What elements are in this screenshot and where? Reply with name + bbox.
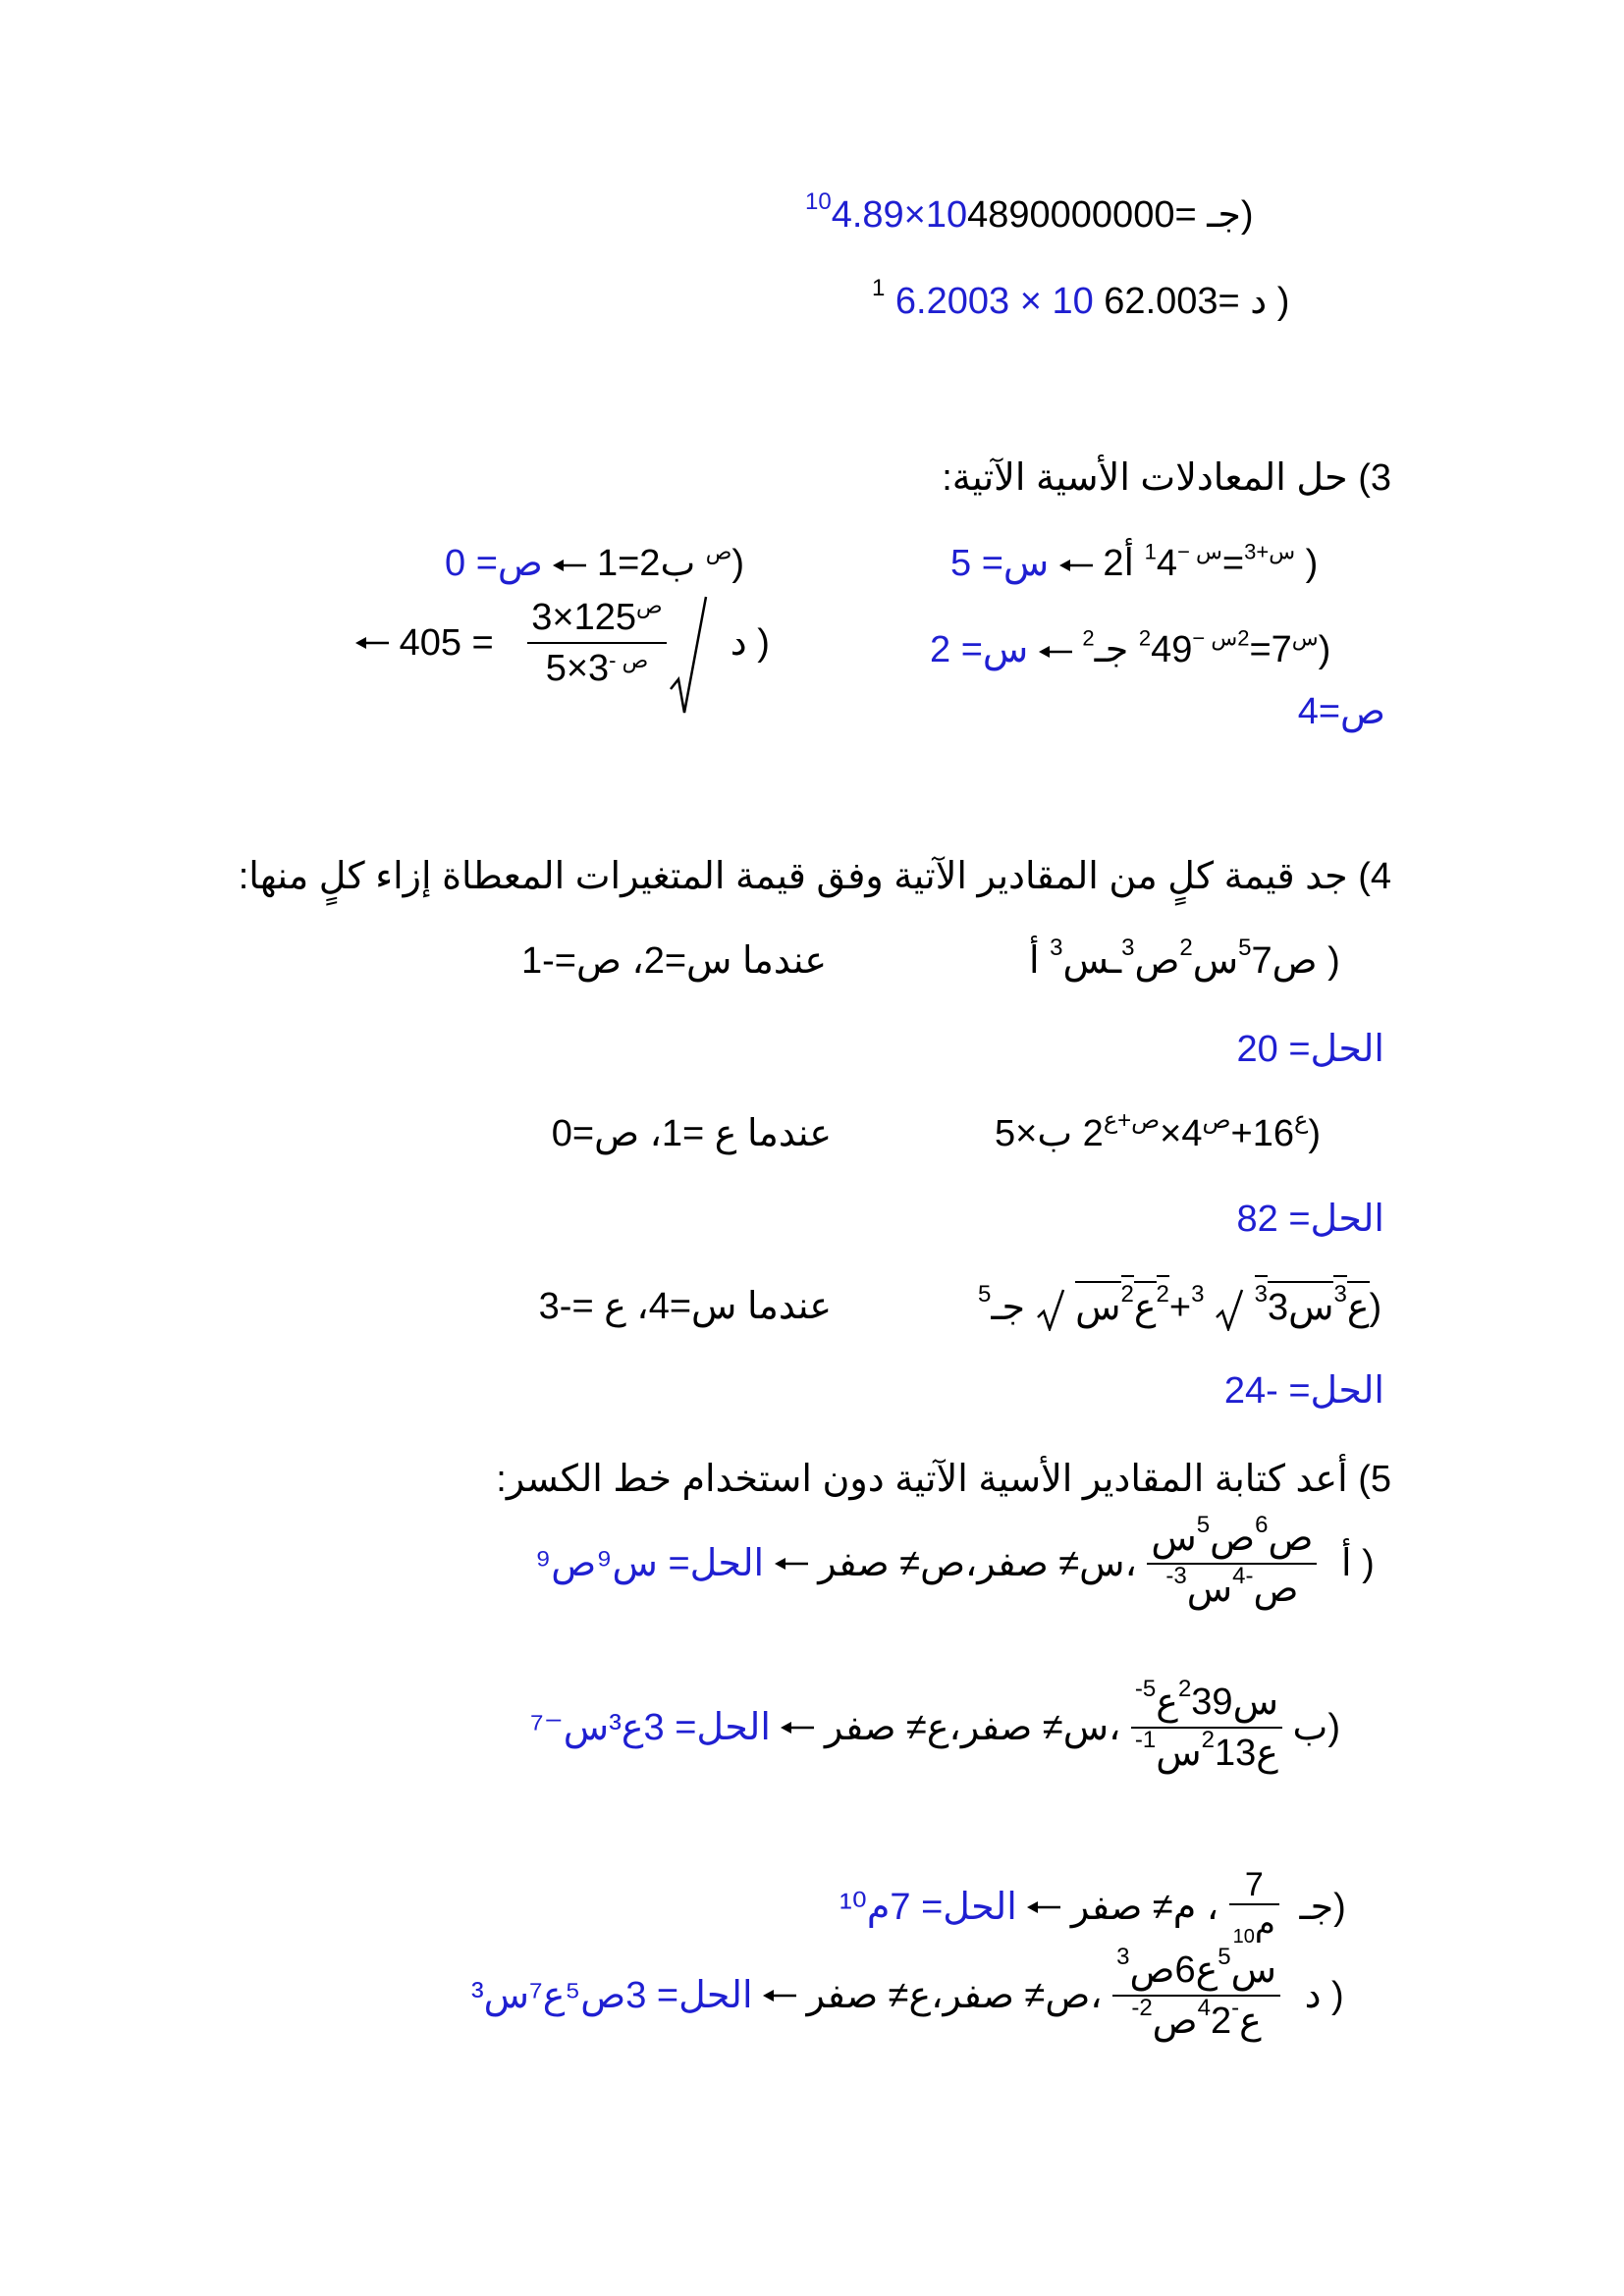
q3-d-den: 3×5 bbox=[545, 648, 610, 690]
arrow-left-icon bbox=[775, 1557, 808, 1571]
q3-a: س= 5 2 $^{س+3}$=$^{س -1}$4 أ ) bbox=[950, 539, 1319, 584]
q5-c-solution: الحل= 7م¹⁰ bbox=[839, 1886, 1017, 1928]
q4-a-label: أ ) bbox=[1029, 940, 1340, 982]
q4-a-expr: ص$^5$7س$^2$ص$^3$ـس$^3$ أ ) bbox=[1029, 934, 1340, 982]
sci-c-mantissa: 4.89×10 bbox=[831, 194, 968, 236]
q5-a bbox=[535, 1512, 1375, 1610]
q5-a-solution: الحل= س⁹ص⁹ bbox=[535, 1543, 765, 1584]
q5-c-label: جـ) bbox=[1299, 1886, 1346, 1928]
q3-b: ص= 0 1=2 $^ص$ ب) bbox=[445, 539, 745, 584]
sci-d-label: د ) bbox=[1250, 281, 1290, 322]
q3-d-label: د ) bbox=[730, 622, 770, 665]
q5-title: 5) أعد كتابة المقادير الأسية الآتية دون استخدام خط الكسر: bbox=[496, 1459, 1391, 1500]
q4-b-solution: الحل= 82 bbox=[1236, 1199, 1384, 1240]
radical-icon bbox=[1036, 1288, 1065, 1331]
q5-b-cond: ،س≠ صفر،ع≠ صفر bbox=[825, 1707, 1121, 1748]
q5-b-label: ب) bbox=[1292, 1707, 1340, 1748]
sci-item-c: $^{10}$4.89×104890000000= جـ) bbox=[805, 188, 1254, 236]
q4-b-label: ب) bbox=[1037, 1113, 1321, 1154]
q3-title: 3) حل المعادلات الأسية الآتية: bbox=[942, 457, 1391, 499]
arrow-left-icon bbox=[553, 559, 586, 572]
q5-b bbox=[530, 1676, 1340, 1774]
q5-d-solution: الحل= 3ص⁵ع⁷س³ bbox=[471, 1975, 753, 2016]
arrow-left-icon bbox=[763, 1989, 796, 2002]
q4-b-expr: 5× $^ع$16+$^ص$4×$^{ص+ع}$2 ب) bbox=[995, 1107, 1321, 1154]
q5-d-fraction: $\frac{^3 س^5ع6ص}{^{-2} ع^{-4}2ص}$ bbox=[1112, 1951, 1280, 2040]
arrow-left-icon bbox=[355, 636, 389, 650]
q4-c-label: جـ) bbox=[991, 1287, 1382, 1329]
sci-c-lhs: 4890000000= bbox=[967, 194, 1197, 236]
q3-d-radical: $\frac{3\times 125^ص}{^{ص -}3\times 5}$ bbox=[504, 599, 720, 687]
q5-c-cond: ، م≠ صفر bbox=[1070, 1886, 1219, 1928]
q4-b-cond: عندما ع =1، ص=0 bbox=[551, 1113, 832, 1154]
q4-a-cond: عندما س=2، ص=-1 bbox=[520, 940, 827, 982]
q3-b-label: ب) bbox=[660, 543, 745, 584]
q3-b-answer: ص= 0 bbox=[445, 543, 543, 584]
q3-c-extra: ص=4 bbox=[1297, 691, 1385, 732]
q5-d-label: د ) bbox=[1304, 1975, 1344, 2016]
q3-d-rhs: 405 = bbox=[399, 622, 494, 665]
q4-c-cond: عندما س=4، ع =-3 bbox=[538, 1286, 832, 1327]
q5-a-fraction: $\frac{ص^6ص^5س}{^{-3} ص^{-4}س}$ bbox=[1147, 1520, 1317, 1608]
q3-a-answer: س= 5 bbox=[950, 543, 1050, 584]
arrow-left-icon bbox=[781, 1721, 814, 1735]
q3-a-label: أ ) bbox=[1123, 543, 1319, 584]
q3-d bbox=[355, 593, 770, 690]
q5-d-cond: ،ص≠ صفر،ع≠ صفر bbox=[806, 1975, 1103, 2016]
radical-icon bbox=[1215, 1288, 1244, 1331]
arrow-left-icon bbox=[1027, 1900, 1060, 1914]
q4-a-solution: الحل= 20 bbox=[1236, 1029, 1384, 1070]
q4-c-solution: الحل= -24 bbox=[1223, 1370, 1384, 1412]
q5-b-fraction: $\frac{^{-5} س^239ع}{^{-1} ع^213س}$ bbox=[1131, 1683, 1282, 1772]
sci-item-d: $^1$ 6.2003 × 10 62.003= د ) bbox=[872, 275, 1290, 322]
q4-c-expr: $^5$ ع$^3$س$^3$3 $^3$+$^2$ع$^2$س جـ) bbox=[978, 1288, 1381, 1331]
q5-a-label: أ ) bbox=[1340, 1543, 1375, 1584]
q5-d bbox=[471, 1944, 1344, 2042]
sci-c-label: جـ) bbox=[1207, 194, 1254, 236]
radical-icon bbox=[669, 595, 708, 717]
sci-d-mantissa: 6.2003 × 10 bbox=[894, 281, 1094, 322]
q5-c-fraction: $\frac{7}{م_{10}}$ bbox=[1229, 1868, 1279, 1947]
sci-d-lhs: 62.003= bbox=[1104, 281, 1251, 322]
q4-title: 4) جد قيمة كلٍ من المقادير الآتية وفق قيمة المتغيرات المعطاة إزاء كلٍ منها: bbox=[238, 856, 1391, 897]
q3-c-answer: س= 2 bbox=[930, 629, 1029, 670]
arrow-left-icon bbox=[1039, 645, 1072, 659]
q3-d-num: 3×125 bbox=[531, 597, 637, 638]
q5-a-cond: ،س≠ صفر،ص≠ صفر bbox=[818, 1543, 1137, 1584]
q3-c: س= 2 $^{2س}$7=$^{2س -2}$49 جـ) bbox=[930, 625, 1331, 670]
q3-c-label: جـ) bbox=[1094, 629, 1331, 670]
q5-c bbox=[839, 1868, 1346, 1947]
arrow-left-icon bbox=[1059, 559, 1093, 572]
q5-b-solution: الحل= 3ع³س⁻⁷ bbox=[530, 1707, 771, 1748]
